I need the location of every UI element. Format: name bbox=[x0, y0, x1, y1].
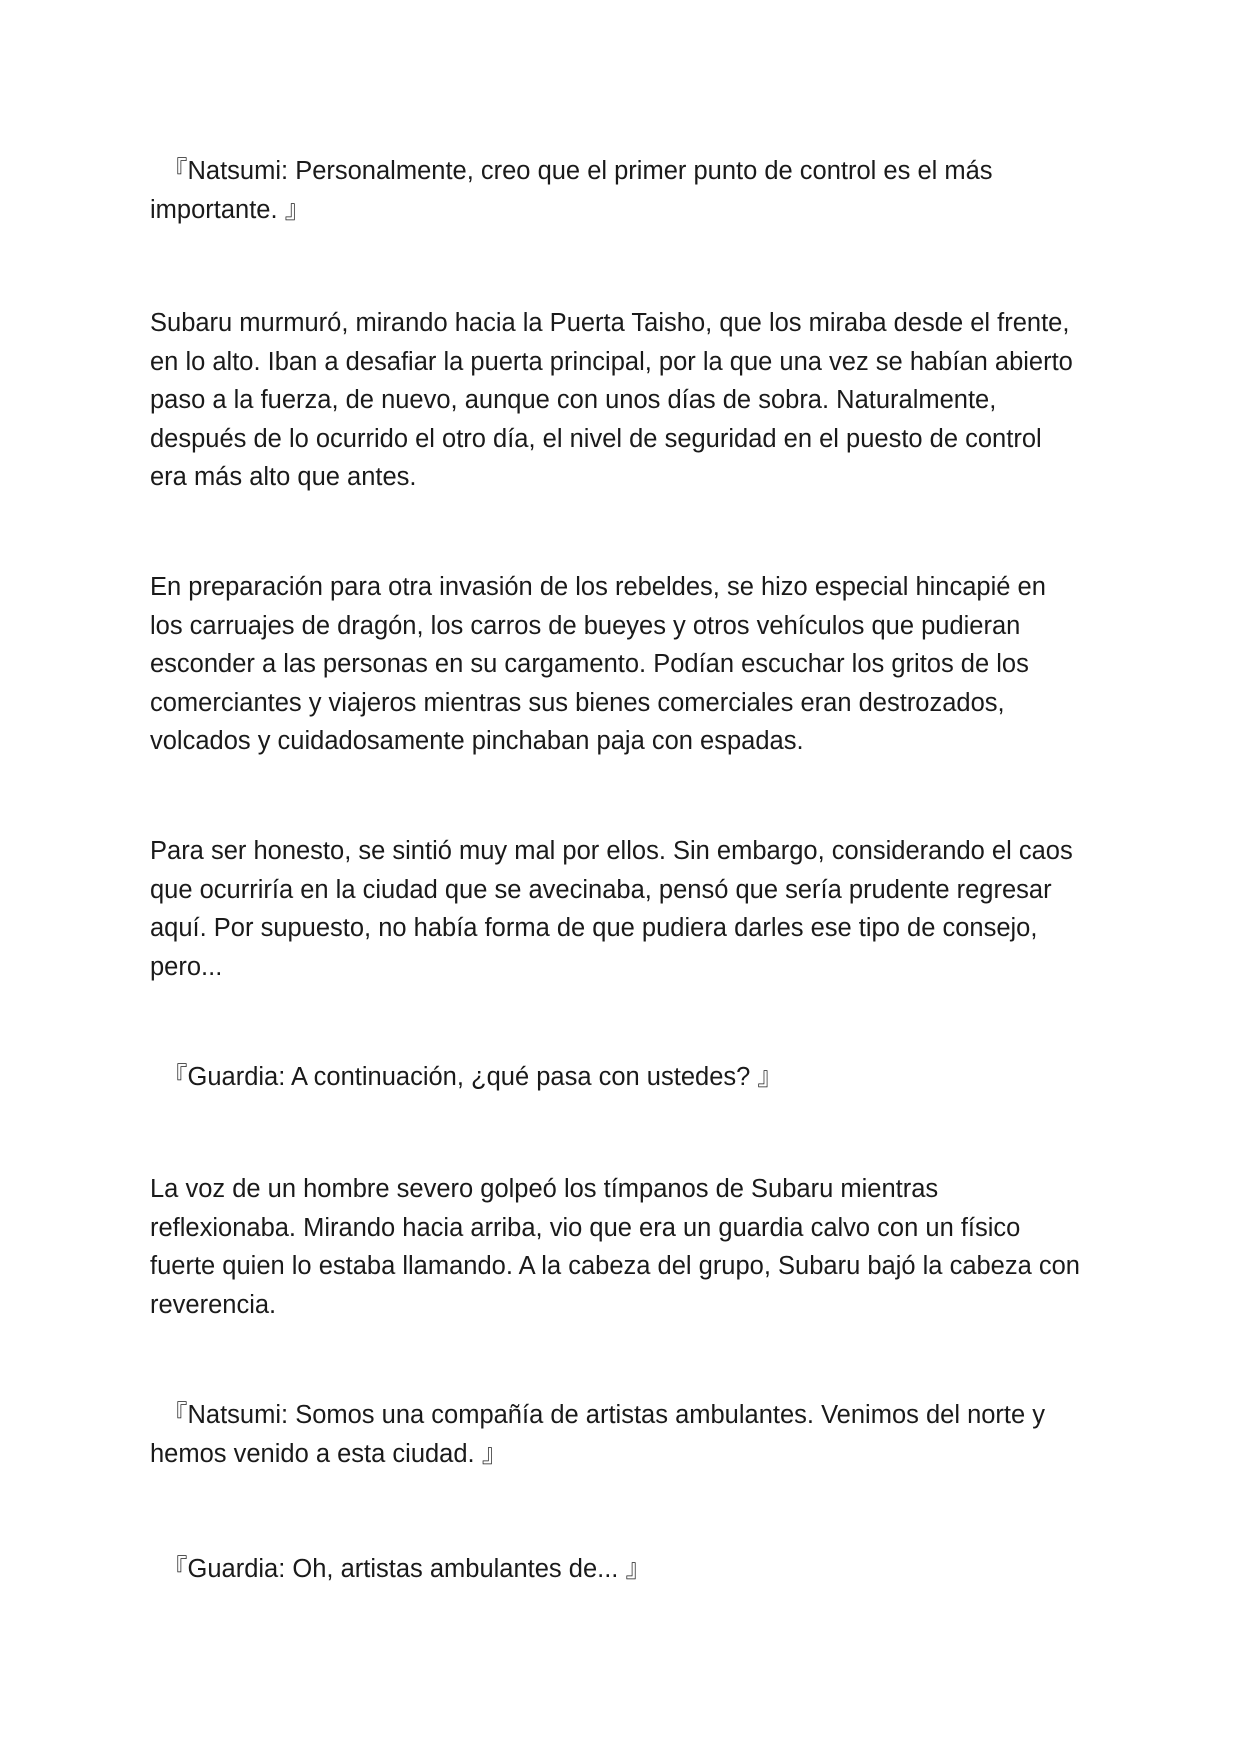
dialogue-natsumi-artistas: 『Natsumi: Somos una compañía de artistas ambulantes. Venimos del norte y hemos venido a esta ciudad. 』 bbox=[150, 1401, 1046, 1468]
paragraph-voz-hombre-severo: La voz de un hombre severo golpeó los tímpanos de Subaru mientras reflexionaba. Mirando hacia arriba, vio que era un guardia calvo con un físico fuerte quien lo estaba llamando. A la cabeza del grupo, Subaru bajó la cabeza con reverencia. bbox=[150, 1175, 1080, 1319]
paragraph-para-ser-honesto: Para ser honesto, se sintió muy mal por ellos. Sin embargo, considerando el caos que ocurriría en la ciudad que se avecinaba, pensó que sería prudente regresar aquí. Por supuesto, no había forma de que pudiera darles ese tipo de consejo, pero... bbox=[150, 837, 1073, 981]
dialogue-natsumi-checkpoint: 『Natsumi: Personalmente, creo que el primer punto de control es el más importante. 』 bbox=[150, 157, 993, 224]
paragraph-preparacion-invasion: En preparación para otra invasión de los rebeldes, se hizo especial hincapié en los carruajes de dragón, los carros de bueyes y otros vehículos que pudieran esconder a las personas en su cargamento. Podían escuchar los gritos de los comerciantes y viajeros mientras sus bienes comerciales eran destrozados, volcados y cuidadosamente pinchaban paja con espadas. bbox=[150, 573, 1046, 755]
dialogue-guardia-artistas: 『Guardia: Oh, artistas ambulantes de... 』 bbox=[162, 1555, 651, 1583]
paragraph-puerta-taisho: Subaru murmuró, mirando hacia la Puerta Taisho, que los miraba desde el frente, en lo alto. Iban a desafiar la puerta principal, por la que una vez se habían abierto paso a la fuerza, de nuevo, aunque con unos días de sobra. Naturalmente, después de lo ocurrido el otro día, el nivel de seguridad en el puesto de control era más alto que antes. bbox=[150, 309, 1073, 491]
dialogue-guardia-continuacion: 『Guardia: A continuación, ¿qué pasa con ustedes? 』 bbox=[162, 1063, 783, 1091]
